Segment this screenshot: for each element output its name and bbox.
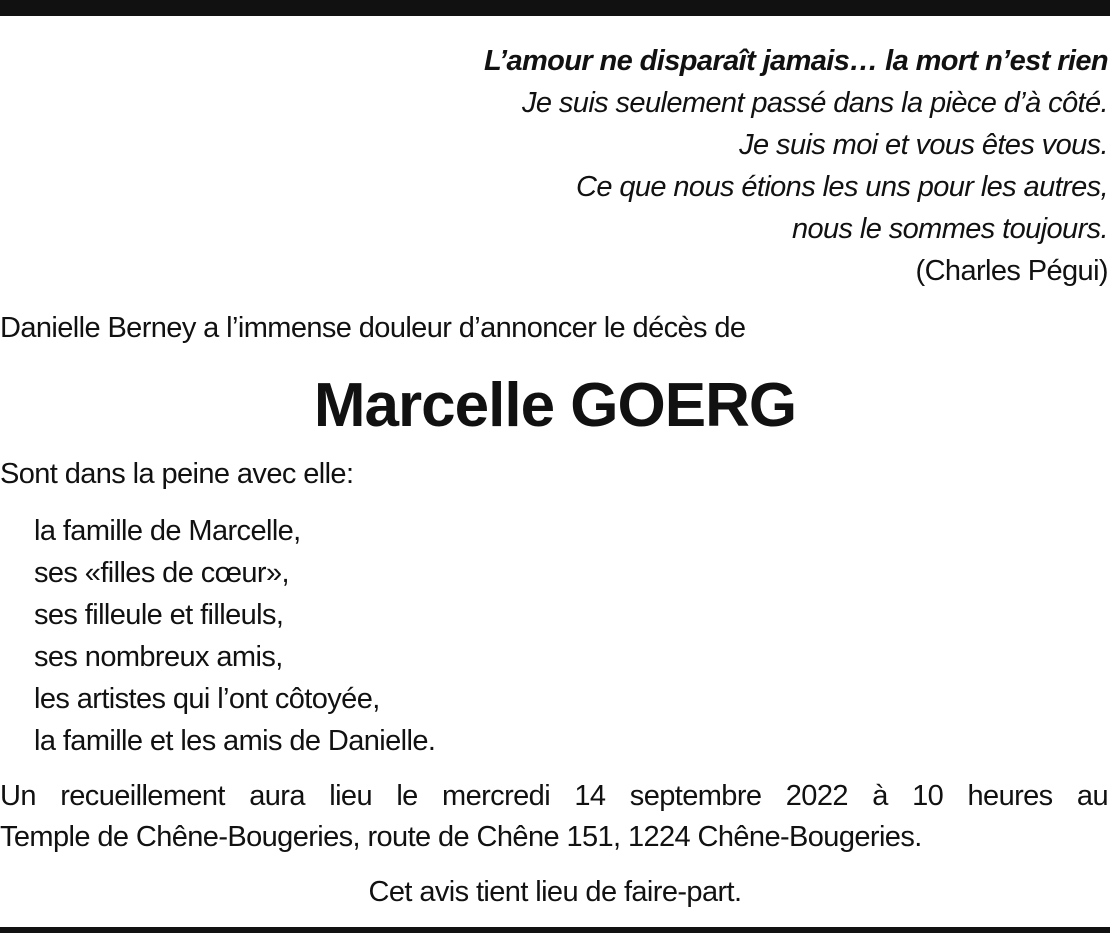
- quote-line: nous le sommes toujours.: [791, 213, 1108, 245]
- deceased-name: Marcelle GOERG: [313, 371, 797, 440]
- list-item: la famille et les amis de Danielle.: [34, 725, 436, 757]
- epigraph-quote: [484, 40, 1108, 292]
- top-border-rule: [0, 0, 1110, 16]
- ceremony-details: [0, 776, 1108, 858]
- quote-line: Ce que nous étions les uns pour les autres,: [576, 171, 1108, 203]
- ceremony-line: Temple de Chêne-Bougeries, route de Chêne 151, 1224 Chêne-Bougeries.: [0, 821, 922, 853]
- announcement-intro: Danielle Berney a l’immense douleur d’annoncer le décès de: [0, 312, 746, 344]
- bottom-border-rule: [0, 927, 1110, 933]
- ceremony-line: Un recueillement aura lieu le mercredi 14 septembre 2022 à 10 heures au: [0, 780, 1108, 812]
- quote-line: Je suis seulement passé dans la pièce d’à côté.: [522, 87, 1108, 119]
- closing-note: Cet avis tient lieu de faire-part.: [368, 876, 742, 908]
- quote-line: Je suis moi et vous êtes vous.: [739, 129, 1108, 161]
- quote-author: (Charles Pégui): [915, 255, 1108, 287]
- list-item: la famille de Marcelle,: [34, 515, 301, 547]
- list-item: les artistes qui l’ont côtoyée,: [34, 683, 380, 715]
- list-item: ses filleule et filleuls,: [34, 599, 284, 631]
- quote-title: L’amour ne disparaît jamais… la mort n’est rien: [484, 45, 1108, 77]
- list-item: ses «filles de cœur»,: [34, 557, 289, 589]
- list-item: ses nombreux amis,: [34, 641, 283, 673]
- mourners-heading: Sont dans la peine avec elle:: [0, 458, 354, 490]
- mourners-list: [34, 510, 435, 762]
